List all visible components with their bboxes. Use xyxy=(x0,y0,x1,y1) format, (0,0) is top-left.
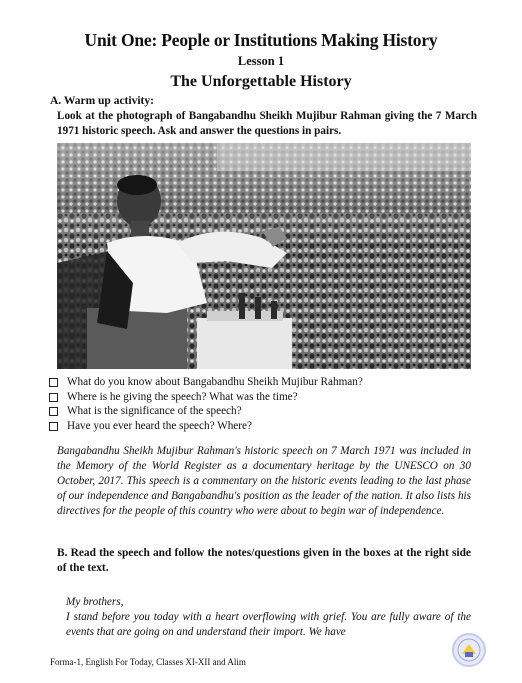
unit-title: Unit One: People or Institutions Making History xyxy=(84,30,438,50)
checkbox-icon xyxy=(49,393,58,402)
question-text: What do you know about Bangabandhu Sheikh Mujibur Rahman? xyxy=(67,376,363,388)
speech-text: I stand before you today with a heart overflowing with grief. You are fully aware of the events that are going on and understand their import. We have xyxy=(66,611,471,638)
question-item xyxy=(49,375,363,390)
checkbox-icon xyxy=(49,407,58,416)
warmup-instruction: Look at the photograph of Bangabandhu Sheikh Mujibur Rahman giving the 7 March 1971 historic speech. Ask and answer the questions in pairs. xyxy=(57,110,477,137)
section-b-heading: B. Read the speech and follow the notes/questions given in the boxes at the right side of the text. xyxy=(57,547,471,574)
intro-paragraph: Bangabandhu Sheikh Mujibur Rahman's historic speech on 7 March 1971 was included in the Memory of the World Register as a documentary heritage by the UNESCO on 30 October, 2017. This speech is a commentary on the historic events leading to the last phase of our independence and Bangabandhu's position as the leader of the nation. It also lists his directives for the people of this country who were about to begin war of independence. xyxy=(57,445,471,517)
question-item xyxy=(49,404,363,419)
board-emblem-icon xyxy=(451,632,487,668)
checkbox-icon xyxy=(49,422,58,431)
question-item xyxy=(49,390,363,405)
question-text: Have you ever heard the speech? Where? xyxy=(67,420,252,433)
lesson-title: The Unforgettable History xyxy=(170,73,352,90)
speech-photo xyxy=(57,143,471,369)
question-text: What is the significance of the speech? xyxy=(67,405,242,418)
question-list xyxy=(49,375,363,434)
question-item xyxy=(49,419,363,434)
speech-salutation: My brothers, xyxy=(66,596,124,608)
checkbox-icon xyxy=(49,378,58,387)
question-text: Where is he giving the speech? What was the time? xyxy=(67,390,298,403)
page-footer: Forma-1, English For Today, Classes XI-XII and Alim xyxy=(50,657,246,667)
lesson-number: Lesson 1 xyxy=(237,54,285,68)
warmup-heading: A. Warm up activity: xyxy=(50,95,154,107)
